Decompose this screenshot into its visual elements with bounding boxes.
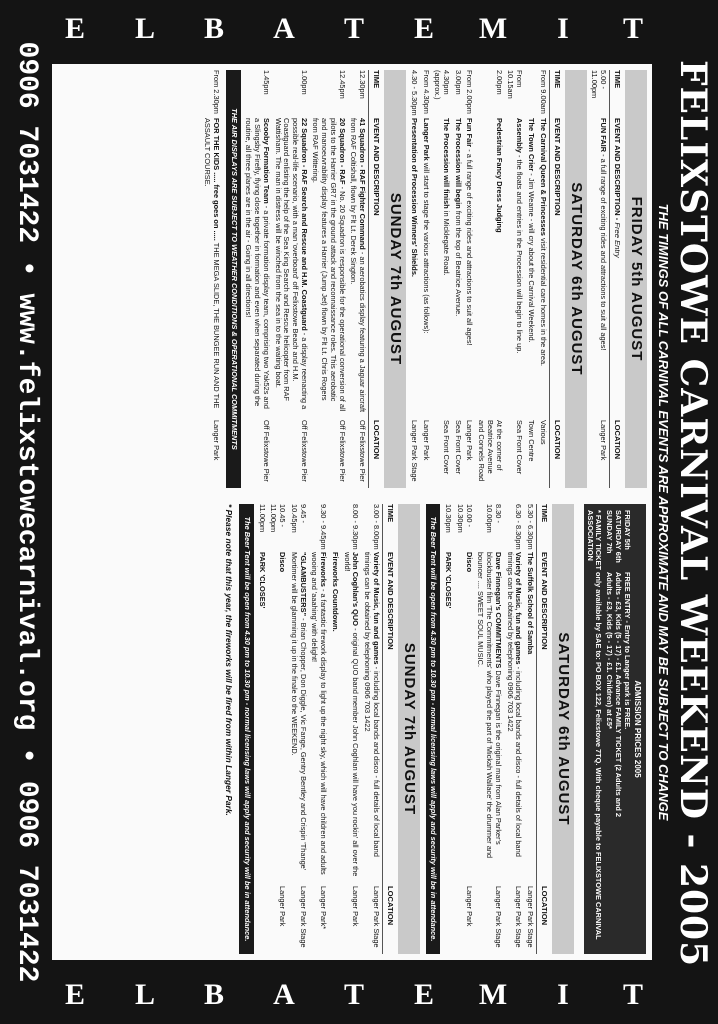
side-letter: M: [479, 11, 508, 45]
row-location: Langer Park: [211, 420, 221, 461]
air-display-note: THE AIR DISPLAYS ARE SUBJECT TO WEATHER CONDITIONS & OPERATIONAL COMMITMENTS: [226, 70, 241, 488]
friday-heading: FRIDAY 5th AUGUST: [625, 70, 647, 488]
row-description: FOR THE KIDS ..... free goes on ..... THE MEGA SLIDE, THE BUNGEE RUN AND THE ASSAULT COURSE.: [203, 118, 221, 409]
row-title: Fireworks: [319, 552, 329, 587]
col-time: TIME: [372, 70, 382, 89]
row-location: Langer Park Stage: [409, 420, 419, 482]
row-title: Pedestrian Fancy Dress Judging: [494, 118, 504, 233]
side-letter: I: [557, 12, 570, 45]
row-location: Langer Park: [278, 886, 288, 927]
sunday-right-rows: [257, 504, 380, 954]
table-row: [409, 70, 418, 488]
side-letter: T: [343, 977, 365, 1011]
row-time: 9.45 - 10.45pm: [289, 504, 308, 533]
side-letter: A: [273, 977, 296, 1011]
row-location: Town Centre: [526, 420, 536, 462]
row-time: From 4.30pm: [421, 70, 431, 114]
row-title: Disco: [464, 552, 474, 573]
row-description: [330, 552, 339, 886]
row-time: 3.00 - 8.00pm: [371, 504, 381, 550]
beer-tent-note-saturday: The Beer Tent will be open from 4.30 pm to 10.30 pm - normal licensing laws will apply and security will be in attendance.: [426, 504, 441, 954]
row-title: Variety of Music, fun and games: [514, 552, 524, 665]
col-location: LOCATION: [540, 886, 549, 926]
row-detail: will start to stage the various attractions (as follows):: [421, 160, 431, 334]
saturday-right-heading: SATURDAY 6th AUGUST: [552, 504, 574, 954]
row-time: 8.30 - 10.00pm: [485, 504, 503, 533]
right-column: [223, 504, 648, 954]
side-letter: T: [343, 11, 365, 45]
side-banner-right: [60, 972, 648, 1018]
table-row: [362, 504, 379, 954]
row-detail: - a full range of exciting rides and attractions to suit all ages!: [465, 147, 475, 346]
sunday-right-heading: SUNDAY 7th AUGUST: [398, 504, 420, 954]
col-time: TIME: [540, 504, 549, 523]
row-time: From 2.00pm: [465, 70, 475, 114]
table-row: [257, 504, 266, 954]
row-detail: - Jim Weame - will cry about the Carnival Weekend.: [526, 171, 536, 343]
table-row: [311, 70, 346, 488]
table-row: [505, 504, 522, 954]
row-time: 5.00 - 11.00pm: [590, 70, 609, 99]
admission-day: SATURDAY 6th: [613, 510, 623, 563]
row-description: [257, 552, 266, 886]
table-row: [590, 70, 607, 488]
side-letter: E: [413, 11, 434, 45]
row-description: [273, 118, 308, 420]
row-title: Scooby Formation Team: [261, 118, 271, 204]
col-event: EVENT AND DESCRIPTION: [552, 118, 562, 216]
row-detail: - an aerobatics display featuring a Jaguar aircraft from RAF Coltishall, flown by Flt Lt. Derek Sington.: [349, 118, 368, 413]
side-letter: A: [273, 11, 296, 45]
row-title: 22 Squadron - RAF Search and Rescue and H.M. Coastguard: [299, 118, 309, 331]
side-letter: B: [204, 977, 225, 1011]
col-location: LOCATION: [385, 886, 395, 926]
row-time: 10.00 - 10.30pm: [455, 504, 474, 533]
row-detail: - a private formation display team, comprising two Yak52s and a Slingsby Firefly, flying close together in formation and even when separated during the routine, all three planes are in the air - Going in all directions!: [244, 118, 271, 409]
row-time: 4.30pm (approx.): [433, 70, 452, 100]
table-row: [506, 70, 523, 488]
row-detail: visit residential care homes in the area.: [538, 235, 548, 367]
row-time: 11.00pm: [257, 504, 267, 533]
row-title: Dave Finnegan's COMMITMENTS: [493, 552, 503, 669]
table-row: [421, 70, 430, 488]
row-title: The Procession will finish: [442, 118, 452, 209]
row-time: 9.30 - 9.45pm: [319, 504, 329, 550]
saturday-right-table-header: [536, 504, 549, 954]
row-description: [289, 552, 306, 886]
table-row: [244, 70, 270, 488]
row-time: [526, 70, 535, 118]
footer-contact: 0906 7031422 • www.felixstowecarnival.org • 0906 7031422: [11, 41, 42, 983]
row-location: Sea Front Cover: [515, 420, 525, 475]
sunday-right-table-header: [382, 504, 395, 954]
row-title: The Suffolk School of Samba: [526, 552, 536, 655]
col-time: TIME: [385, 504, 395, 523]
sunday-left-table-header: [368, 70, 381, 488]
side-letter: L: [134, 977, 155, 1011]
row-location: [330, 886, 339, 954]
row-location: Off Felixstowe Pier: [299, 420, 309, 482]
col-time: TIME: [613, 70, 622, 89]
admission-price: Adults - £3, Kids (5 - 17) - £1. Advance FAMILY TICKET (2 Adults and 2: [613, 572, 623, 818]
row-title: John Coghlan's QUO: [351, 552, 361, 627]
row-location: Langer Park*: [319, 886, 329, 930]
row-location: Langer Park Stage: [493, 886, 503, 948]
table-row: [433, 70, 450, 488]
side-letter: M: [479, 977, 508, 1011]
row-description: [505, 552, 522, 886]
table-row: [269, 504, 286, 954]
table-row: [310, 504, 327, 954]
row-location: Langer Park: [351, 886, 361, 927]
saturday-left-table-header: [549, 70, 562, 488]
row-title: Variety of Music, fun and games: [371, 552, 381, 665]
row-description: [349, 118, 366, 420]
row-location: Sea Front Cover: [442, 420, 452, 475]
row-description: [421, 118, 430, 420]
row-title: The Town Crier: [526, 118, 536, 172]
row-description: [310, 552, 327, 886]
row-description: [433, 118, 450, 420]
col-time: TIME: [552, 70, 562, 89]
row-time: [330, 504, 339, 552]
row-time: 4.30 - 5.30pm: [409, 70, 419, 116]
kids-row: [202, 70, 219, 488]
col-location: LOCATION: [552, 420, 562, 460]
table-row: [342, 504, 359, 954]
row-title: Presentation of Procession Winners' Shields.: [409, 118, 419, 277]
row-title: Fun Fair: [465, 118, 475, 148]
row-description: [465, 118, 474, 420]
row-description: [476, 552, 502, 886]
page-subtitle: THE TIMINGS OF ALL CARNIVAL EVENTS ARE APPROXIMATE AND MAY BE SUBJECT TO CHANGE: [656, 203, 671, 821]
side-letter: E: [64, 977, 86, 1011]
side-letter: L: [134, 11, 155, 45]
beer-tent-note-sunday: The Beer Tent will be open from 4.30 pm to 10.30 pm - normal licensing laws will apply and security will be in attendance.: [239, 504, 254, 954]
col-location: LOCATION: [372, 420, 382, 460]
row-location: Off Felixstowe Pier: [337, 420, 347, 482]
row-description: [244, 118, 270, 420]
row-time: From 2.30pm: [211, 70, 221, 114]
row-title: PARK 'CLOSES': [257, 552, 267, 609]
row-detail: - the floats and entries in the Procession will begin to line up.: [515, 152, 525, 354]
admission-rows: [604, 510, 630, 948]
col-location: LOCATION: [613, 420, 622, 460]
row-detail: - original QUO band member John Coghlan will have you rockin' all over the world!: [342, 552, 361, 877]
col-event: EVENT AND DESCRIPTION: [385, 552, 395, 650]
row-description: [311, 118, 346, 420]
row-description: [362, 552, 379, 886]
table-row: [443, 504, 452, 954]
row-time: 1.00pm: [299, 70, 309, 95]
page-title: FELIXSTOWE CARNIVAL WEEKEND - 2005: [672, 60, 714, 968]
row-description: [443, 552, 452, 886]
table-row: [349, 70, 366, 488]
row-time: 8.00 - 9.30pm: [351, 504, 361, 550]
side-letter: T: [622, 11, 644, 45]
table-row: [525, 504, 534, 954]
row-description: [590, 118, 607, 420]
table-row: [289, 504, 306, 954]
table-row: [453, 70, 462, 488]
row-location: Off Felixstowe Pier: [261, 420, 271, 482]
row-location: Langer Park Stage: [514, 886, 524, 948]
row-title: FUN FAIR: [599, 118, 609, 153]
row-description: [525, 552, 534, 886]
row-time: 10.30pm: [444, 504, 454, 533]
admission-price: Adults - £3, Kids (5 - 17) - £1. Children) at £5*: [605, 572, 615, 729]
col-event: EVENT AND DESCRIPTION: [540, 552, 549, 650]
admission-note: * FAMILY TICKET only available by SAE to: PO BOX 122, Felixstowe 7TQ. With cheque payable to FELIXSTOWE CARNIVAL ASSOCIATION: [585, 510, 604, 940]
row-title: 20 Squadron - RAF: [337, 118, 347, 185]
admission-title: ADMISSION PRICES 2005: [633, 680, 642, 778]
row-detail: - a display reenacting a possible real-life scenario, with a man 'overboard' off Felixstowe Beach and H.M. Coastguard enlisting the help of the Sea King Search and Rescue helicopter from RAF Wattisham. The man in distress will be winched from the sea in to the waiting boat.: [273, 118, 309, 410]
row-detail: from the top of Beatrice Avenue.: [453, 208, 463, 317]
row-location: Langer Park Stage: [298, 886, 308, 948]
row-description: [506, 118, 523, 420]
row-time: 2.00pm: [494, 70, 504, 95]
sunday-left-rows: [244, 70, 367, 488]
left-column: [199, 70, 648, 488]
row-location: Langer Park: [421, 420, 431, 461]
row-description: [409, 118, 418, 420]
sunday-left-heading: SUNDAY 7th AUGUST: [384, 70, 406, 488]
table-row: [465, 70, 474, 488]
admission-row: [622, 510, 631, 948]
side-letter: B: [204, 11, 225, 45]
row-title: The Procession will begin: [453, 118, 463, 209]
row-detail: in Micklegate Road.: [442, 208, 452, 276]
row-location: Langer Park: [465, 420, 475, 461]
admission-price: FREE ENTRY - Entry to Langer park is FREE.: [622, 572, 632, 730]
side-letter: E: [413, 977, 434, 1011]
row-location: At the corner of Beatrice Avenue and Connels Road: [477, 420, 504, 482]
col-event: EVENT AND DESCRIPTION: [372, 118, 382, 216]
friday-rows: [590, 70, 607, 488]
row-time: From 9.00am: [538, 70, 548, 114]
row-time: 10.45 - 11.00pm: [269, 504, 288, 533]
table-row: [476, 504, 502, 954]
row-description: [455, 552, 472, 886]
friday-table-header: [609, 70, 622, 488]
row-time: 1.45pm: [261, 70, 271, 95]
row-detail: Dave Finnegan is the original man from Alan Parker's blockbuster film 'The Commitments' who played the part of 'Mickah Wallace' the drummer and bouncer .... SWEET SOUL MUSIC.: [476, 552, 503, 859]
row-location: Off Felixstowe Pier: [358, 420, 368, 482]
saturday-right-rows: [443, 504, 534, 954]
row-location: [257, 886, 266, 954]
row-detail: - including local bands and disco - full details of local band timings can be obtained by telephoning 0906 703 1422: [363, 552, 381, 857]
row-time: 5.30 - 6.30pm: [526, 504, 536, 550]
admission-day: FRIDAY 5th: [622, 510, 632, 550]
row-title: Langer Park: [421, 118, 431, 161]
row-location: Langer Park Stage: [371, 886, 381, 948]
table-row: [273, 70, 308, 488]
row-title: "GLAMBUSTERS": [298, 552, 308, 617]
table-row: [538, 70, 547, 488]
row-detail: - a fantastic firework display to light up the night sky, which will have children and adults wooing and 'aaahing' with delight!: [310, 552, 329, 875]
row-location: Langer Park: [464, 886, 474, 927]
saturday-left-heading: SATURDAY 6th AUGUST: [565, 70, 587, 488]
row-detail: - No. 20 Squadron is responsible for the operational conversion of all pilots to the Harrier GR7 in the ground attack and reconnaissance roles. This aerobatic and manoeuvrability display features a Harrier (Jump Jet) flown by Flt Lt. Chris Rogers from RAF Wittering.: [311, 118, 347, 412]
row-location: [443, 886, 452, 954]
row-title: The Carnival Queen & Princesses: [538, 118, 548, 236]
row-time: 6.30 - 8.30pm: [514, 504, 524, 550]
table-row: [526, 70, 535, 488]
table-row: [476, 70, 502, 488]
admission-box: [584, 504, 646, 954]
col-event: EVENT AND DESCRIPTION - Free Entry: [613, 118, 622, 258]
row-time: 12.30pm: [358, 70, 368, 99]
admission-row: [613, 510, 622, 948]
row-description: [342, 552, 359, 886]
row-detail: - including local bands and disco - full details of local band timings can be obtained by telephoning 0906 703 1422: [505, 552, 524, 857]
fireworks-note: * Please note that this year, the fireworks will be fired from within Langer Park.: [224, 504, 235, 816]
row-location: Sea Front Cover: [453, 420, 463, 475]
row-location: Various: [538, 420, 548, 445]
row-title: Assembly: [515, 118, 525, 153]
row-title: 41 Squadron - RAF Fighter Command: [358, 118, 368, 250]
side-letter: I: [557, 978, 570, 1011]
row-description: [453, 118, 462, 420]
row-title: PARK 'CLOSES': [444, 552, 454, 609]
row-description: [476, 118, 502, 420]
row-description: [538, 118, 547, 420]
admission-day: SUNDAY 7th: [605, 510, 615, 554]
row-time: 12.45pm: [337, 70, 347, 99]
table-row: [330, 504, 339, 954]
row-title: Disco: [278, 552, 288, 573]
row-location: Langer Park Stage: [526, 886, 536, 948]
row-description: [526, 118, 535, 420]
row-detail: - a full range of exciting rides and attractions to suit all ages!: [599, 152, 609, 351]
saturday-left-rows: [409, 70, 547, 488]
row-detail: - Brian Chopper, Don Diggle, Vic Fange, Gentry Bentley and Crispin 'Thange' Mortimer will be glamming it up in the finale to the WEEKEND.: [289, 552, 308, 871]
side-banner-left: [60, 6, 648, 52]
admission-row: [604, 510, 613, 948]
row-title: Fireworks Countdown.: [330, 552, 340, 632]
row-description: [269, 552, 286, 886]
row-location: Langer Park: [599, 420, 609, 461]
row-time: 3.00pm: [453, 70, 463, 95]
side-letter: T: [622, 977, 644, 1011]
timetable-sheet: [52, 64, 652, 960]
row-time: From 10.15am: [506, 70, 525, 99]
table-row: [455, 504, 472, 954]
side-letter: E: [64, 11, 86, 45]
